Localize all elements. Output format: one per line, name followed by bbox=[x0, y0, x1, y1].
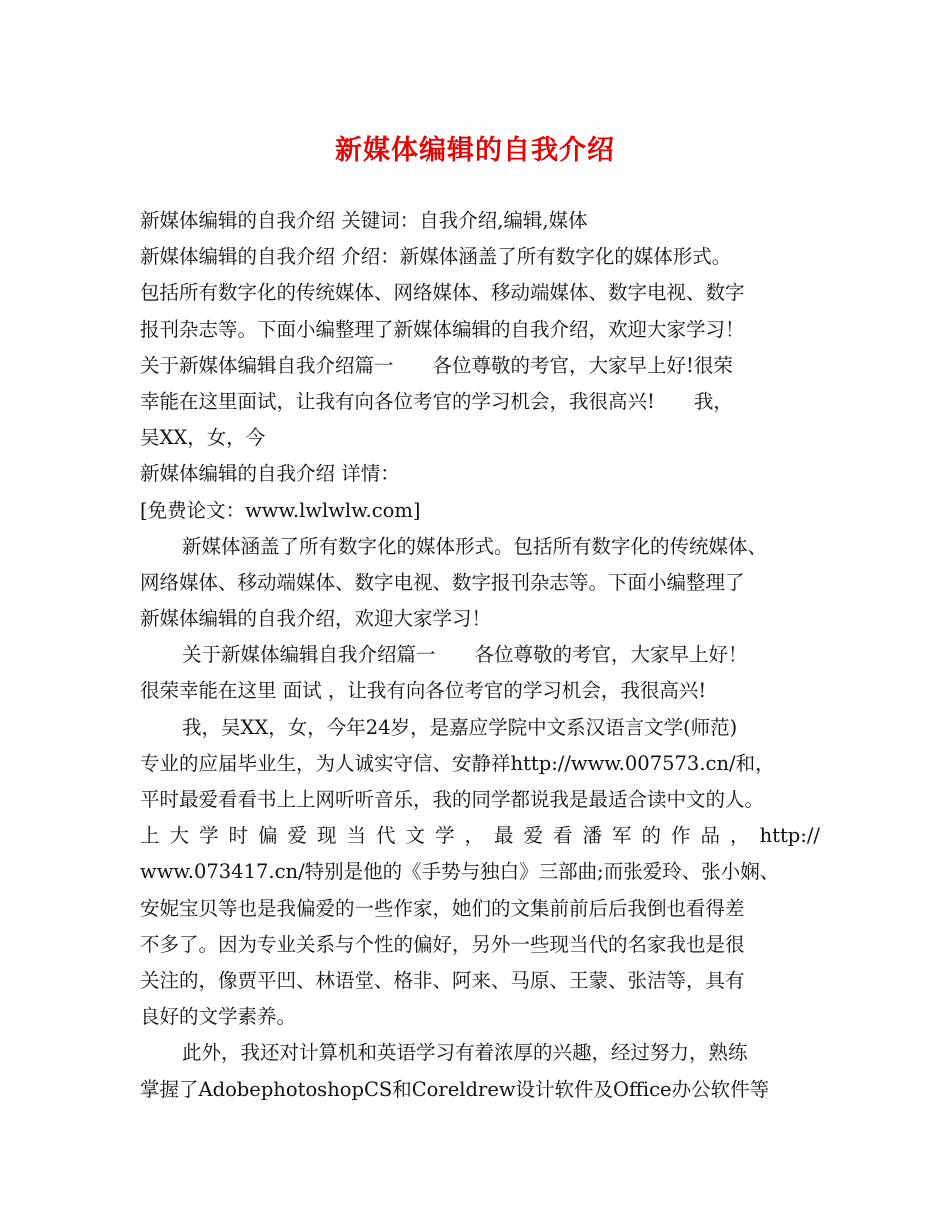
paragraph-line: 网络媒体、移动端媒体、数字电视、数字报刊杂志等。下面小编整理了 bbox=[140, 570, 745, 594]
paragraph-line: 关于新媒体编辑自我介绍篇一 各位尊敬的考官，大家早上好！ bbox=[182, 643, 748, 667]
paragraph-line: 我，吴XX，女，今年24岁，是嘉应学院中文系汉语言文学(师范) bbox=[182, 715, 738, 739]
text-line: 报刊杂志等。下面小编整理了新媒体编辑的自我介绍，欢迎大家学习！ bbox=[140, 317, 745, 341]
text-line: 幸能在这里面试，让我有向各位考官的学习机会，我很高兴! 我， bbox=[140, 389, 733, 413]
paragraph-line: www.073417.cn/特别是他的《手势与独白》三部曲;而张爱玲、张小娴、 bbox=[140, 860, 780, 884]
paragraph-line: 良好的文学素养。 bbox=[140, 1005, 297, 1029]
text-line: 吴XX，女，今 bbox=[140, 426, 266, 450]
paragraph-line: 关注的，像贾平凹、林语堂、格非、阿来、马原、王蒙、张洁等，具有 bbox=[140, 968, 745, 992]
paragraph-line: 平时最爱看看书上上网听听音乐，我的同学都说我是最适合读中文的人。 bbox=[140, 788, 765, 811]
text-line: 包括所有数字化的传统媒体、网络媒体、移动端媒体、数字电视、数字 bbox=[140, 281, 745, 305]
document-title: 新媒体编辑的自我介绍 bbox=[335, 135, 615, 166]
paragraph-line: 掌握了AdobephotoshopCS和Coreldrew设计软件及Office办公软件等 bbox=[140, 1077, 770, 1101]
text-line: 新媒体编辑的自我介绍 详情： bbox=[140, 462, 400, 486]
text-line: 新媒体编辑的自我介绍 关键词：自我介绍,编辑,媒体 bbox=[140, 209, 588, 232]
text-line: 关于新媒体编辑自我介绍篇一 各位尊敬的考官，大家早上好!很荣 bbox=[140, 353, 733, 377]
paragraph-line: 专业的应届毕业生，为人诚实守信、安静祥http://www.007573.cn/和， bbox=[140, 751, 775, 775]
paragraph-line: 上大学时偏爱现当代文学，最爱看潘军的作品，http:// bbox=[140, 824, 820, 848]
link-text: [免费论文：www.lwlwlw.com] bbox=[140, 498, 421, 522]
paragraph-line: 安妮宝贝等也是我偏爱的一些作家，她们的文集前前后后我倒也看得差 bbox=[140, 896, 745, 920]
paragraph-line: 不多了。因为专业关系与个性的偏好，另外一些现当代的名家我也是很 bbox=[140, 932, 745, 956]
paragraph-line: 很荣幸能在这里 面试 ，让我有向各位考官的学习机会，我很高兴! bbox=[140, 679, 707, 703]
paragraph-line: 新媒体涵盖了所有数字化的媒体形式。包括所有数字化的传统媒体、 bbox=[182, 534, 768, 558]
paragraph-line: 新媒体编辑的自我介绍，欢迎大家学习！ bbox=[140, 607, 492, 631]
document-body bbox=[140, 203, 820, 1108]
paragraph-line: 此外，我还对计算机和英语学习有着浓厚的兴趣，经过努力，熟练 bbox=[182, 1041, 748, 1065]
text-line: 新媒体编辑的自我介绍 介绍：新媒体涵盖了所有数字化的媒体形式。 bbox=[140, 245, 732, 269]
